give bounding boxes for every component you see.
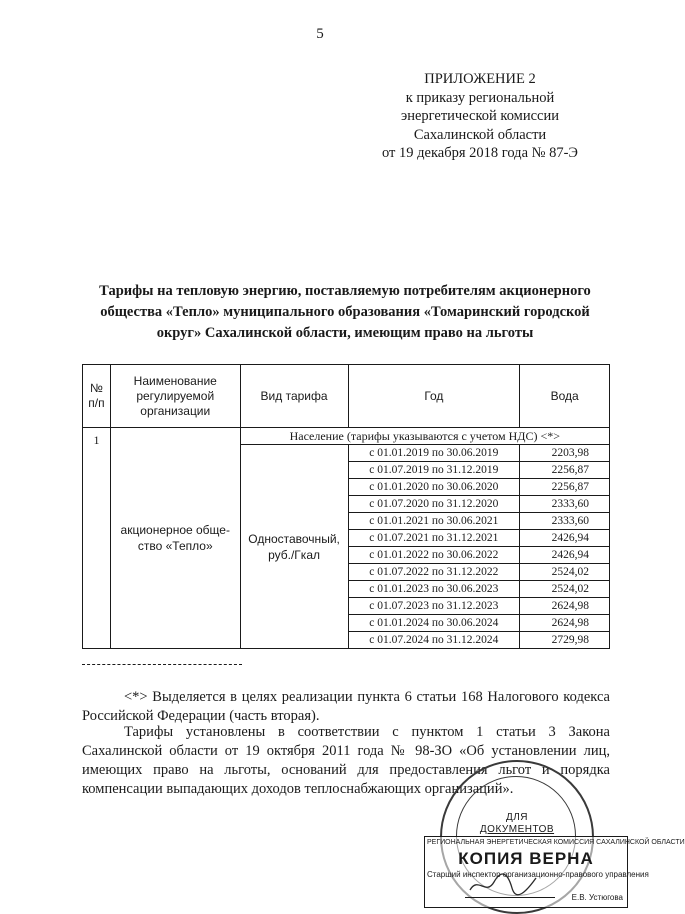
organization-line: акционерное обще- (120, 523, 230, 537)
group-label: Население (тарифы указываются с учетом НДС) <*> (240, 428, 609, 445)
tariff-kind-line: Одноставочный, (248, 531, 340, 546)
appendix-line: к приказу региональной (405, 89, 555, 106)
period-cell: с 01.01.2022 по 30.06.2022 (348, 547, 520, 564)
organization-line: ство «Тепло» (137, 539, 213, 553)
period-cell: с 01.01.2024 по 30.06.2024 (348, 615, 520, 632)
title-line: Тарифы на тепловую энергию, поставляемую потребителям акционерного (99, 283, 591, 299)
period-cell: с 01.07.2019 по 31.12.2019 (348, 462, 520, 479)
value-cell: 2333,60 (520, 496, 610, 513)
footnote-divider (82, 664, 242, 665)
value-cell: 2729,98 (520, 632, 610, 649)
header-org-line: Наименование (133, 373, 217, 388)
handwritten-signature (468, 872, 538, 898)
value-cell: 2333,60 (520, 513, 610, 530)
document-title (80, 281, 610, 344)
header-num (83, 365, 111, 428)
header-org-line: организации (140, 403, 211, 418)
header-org-line: регулируемой (136, 388, 215, 403)
period-cell: с 01.01.2019 по 30.06.2019 (348, 445, 520, 462)
header-num-line: № (90, 381, 103, 395)
period-cell: с 01.01.2023 по 30.06.2023 (348, 581, 520, 598)
title-line: общества «Тепло» муниципального образования «Томаринский городской (100, 304, 590, 320)
value-cell: 2203,98 (520, 445, 610, 462)
seal-center-line: ДЛЯ (505, 812, 529, 823)
tariff-kind-line: руб./Гкал (268, 547, 320, 562)
value-cell: 2624,98 (520, 598, 610, 615)
appendix-line: от 19 декабря 2018 года № 87-Э (382, 145, 578, 161)
value-cell: 2426,94 (520, 547, 610, 564)
page-number: 5 (316, 26, 324, 42)
value-cell: 2426,94 (520, 530, 610, 547)
value-cell: 2624,98 (520, 615, 610, 632)
footnote-text: <*> Выделяется в целях реализации пункта 6 статьи 168 Налогового кодекса Российской Федерации (часть вторая). (82, 689, 610, 724)
period-cell: с 01.01.2020 по 30.06.2020 (348, 479, 520, 496)
appendix-title: ПРИЛОЖЕНИЕ 2 (424, 71, 536, 87)
stamp-position: Старший инспектор организационно-правового управления (427, 870, 649, 879)
value-cell: 2524,02 (520, 581, 610, 598)
header-num-line: п/п (88, 396, 105, 410)
basis-text: Тарифы установлены в соответствии с пунктом 1 статьи 3 Закона Сахалинской области от 19 октября 2011 года № 98-ЗО «Об установлении лиц, имеющих право на льготы, оснований для предоставления льгот и порядка компенсации выпадающих доходов теплоснабжающих организаций». (82, 724, 610, 797)
period-cell: с 01.07.2022 по 31.12.2022 (348, 564, 520, 581)
title-line: округ» Сахалинской области, имеющим право на льготы (156, 325, 534, 341)
period-cell: с 01.07.2023 по 31.12.2023 (348, 598, 520, 615)
header-water: Вода (520, 365, 610, 428)
seal-center-line: ДОКУМЕНТОВ (479, 824, 555, 835)
stamp-org-line: РЕГИОНАЛЬНАЯ ЭНЕРГЕТИЧЕСКАЯ КОМИССИЯ САХАЛИНСКОЙ ОБЛАСТИ (427, 839, 685, 846)
value-cell: 2256,87 (520, 462, 610, 479)
row-number: 1 (83, 428, 111, 649)
organization-name (110, 428, 240, 649)
value-cell: 2524,02 (520, 564, 610, 581)
period-cell: с 01.01.2021 по 30.06.2021 (348, 513, 520, 530)
period-cell: с 01.07.2024 по 31.12.2024 (348, 632, 520, 649)
tariff-kind (240, 445, 348, 649)
stamp-copy-label: КОПИЯ ВЕРНА (458, 849, 594, 868)
appendix-line: Сахалинской области (413, 126, 547, 143)
table-header-row (83, 365, 610, 428)
appendix-block (340, 70, 620, 163)
header-year: Год (348, 365, 520, 428)
period-cell: с 01.07.2021 по 31.12.2021 (348, 530, 520, 547)
seal-center-text (472, 812, 562, 836)
stamp-signer: Е.В. Устюгова (571, 893, 623, 902)
group-row (83, 428, 610, 445)
value-cell: 2256,87 (520, 479, 610, 496)
period-cell: с 01.07.2020 по 31.12.2020 (348, 496, 520, 513)
header-organization (110, 365, 240, 428)
appendix-line: энергетической комиссии (400, 108, 560, 124)
header-tariff-kind: Вид тарифа (240, 365, 348, 428)
tariff-table (82, 364, 610, 649)
